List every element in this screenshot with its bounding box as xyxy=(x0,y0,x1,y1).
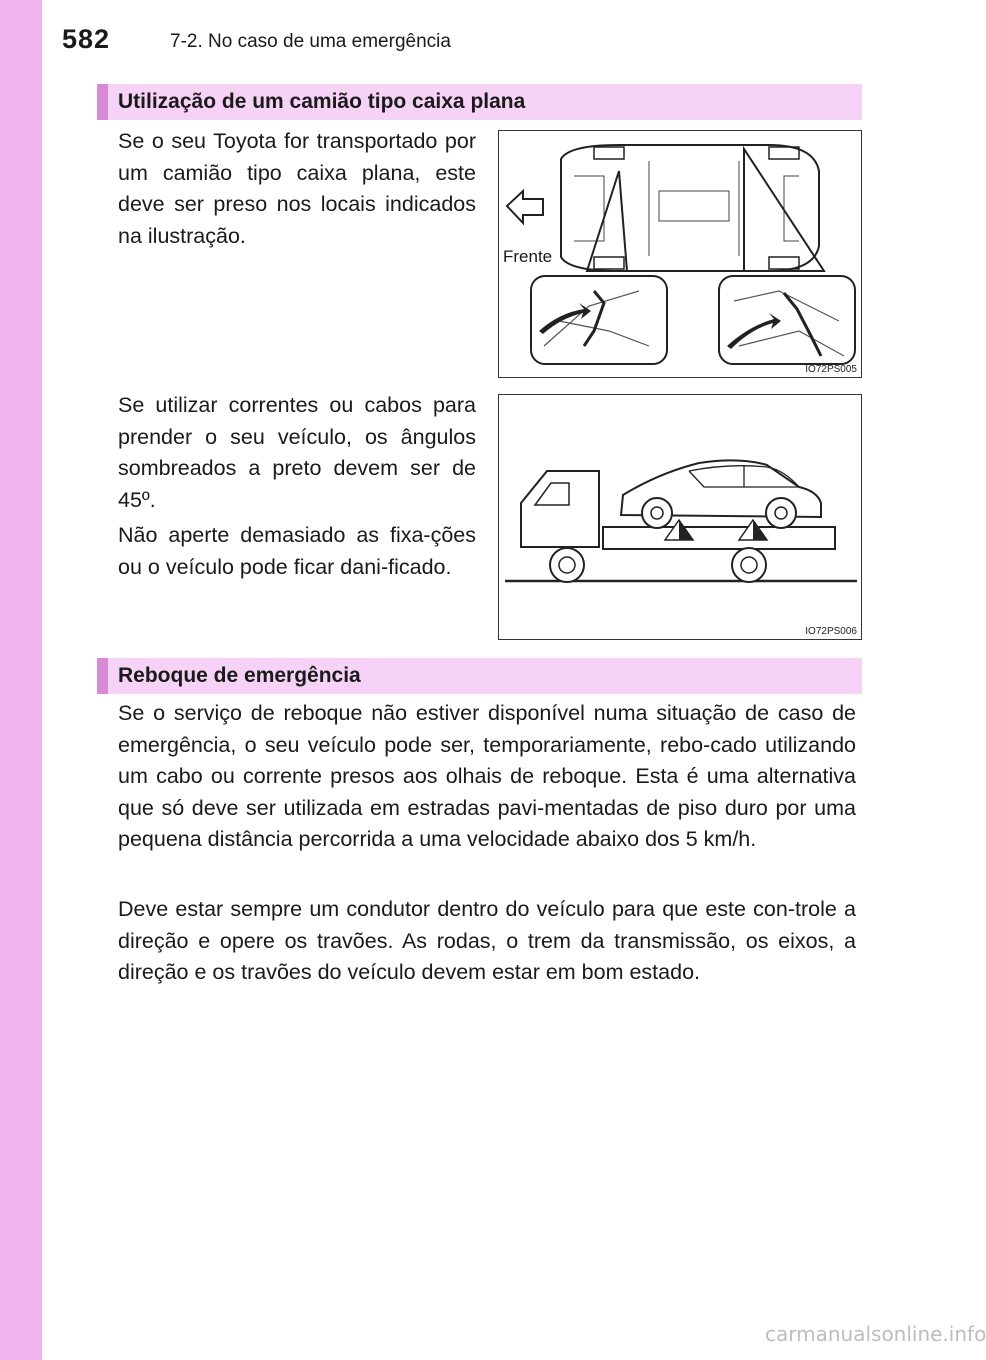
chapter-color-band xyxy=(0,0,42,1360)
flatbed-truck-diagram xyxy=(499,395,863,641)
paragraph-chains-angle: Se utilizar correntes ou cabos para prender o seu veículo, os ângulos sombreados a preto devem ser de 45º. xyxy=(118,393,476,512)
figure-code: IO72PS006 xyxy=(805,626,857,637)
front-arrow-icon xyxy=(507,191,543,223)
chapter-title: 7-2. No caso de uma emergência xyxy=(170,31,451,52)
figure-code: IO72PS005 xyxy=(805,364,857,375)
paragraph-tighten-warning: Não aperte demasiado as fixa-ções ou o veículo pode ficar dani-ficado. xyxy=(118,523,476,579)
paragraph-emergency-towing: Se o serviço de reboque não estiver disponível numa situação de caso de emergência, o seu veículo pode ser, temporariamente, rebo-cado utilizando um cabo ou corrente presos aos olhais de reboque. Esta é uma alternativa que só deve ser utilizada em estradas pavi-mentadas de piso duro por uma pequena distância percorrida a uma velocidade abaixo dos 5 km/h. xyxy=(118,701,856,851)
footer-watermark: carmanualsonline.info xyxy=(765,1322,986,1346)
section-header-flatbed xyxy=(97,84,862,120)
section-title: Utilização de um camião tipo caixa plana xyxy=(118,90,526,113)
tie-down-diagram xyxy=(499,131,863,379)
paragraph-flatbed-intro: Se o seu Toyota for transportado por um camião tipo caixa plana, este deve ser preso nos locais indicados na ilustração. xyxy=(118,129,476,248)
front-label: Frente xyxy=(503,247,553,266)
figure-tie-down-points xyxy=(498,130,862,378)
section-title: Reboque de emergência xyxy=(118,664,361,687)
paragraph-driver-requirement: Deve estar sempre um condutor dentro do veículo para que este con-trole a direção e opere os travões. As rodas, o trem da transmissão, os eixos, a direção e os travões do veículo devem estar em bom estado. xyxy=(118,897,856,984)
section-header-emergency-towing xyxy=(97,658,862,694)
page-number: 582 xyxy=(62,24,111,54)
figure-flatbed-truck xyxy=(498,394,862,640)
